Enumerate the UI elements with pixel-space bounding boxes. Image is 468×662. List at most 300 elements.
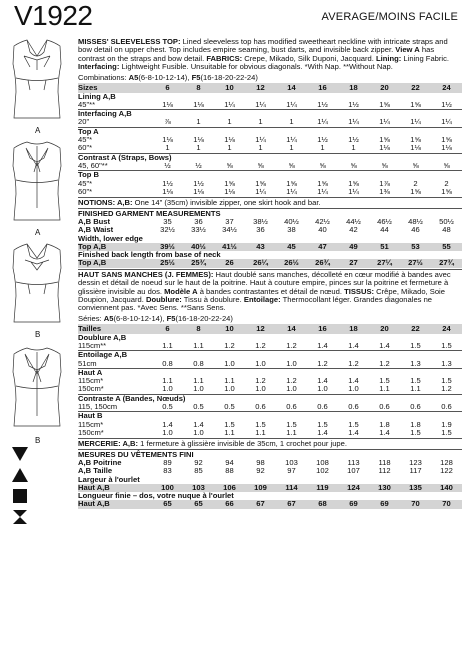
sizes-header-row: [78, 324, 462, 334]
cell-value: 1⅝: [379, 135, 390, 145]
cell-value: 10: [214, 324, 245, 334]
cell-value: 1: [320, 143, 325, 153]
cell-value: 1⅝: [441, 135, 452, 145]
cell-value: 41½: [214, 243, 245, 251]
cell-value: 1¼: [286, 186, 297, 196]
pattern-bowtie-icon: [11, 508, 29, 526]
cell-value: 1: [258, 143, 263, 153]
cell-value: 16: [307, 83, 338, 93]
cell-value: 1⅛: [162, 186, 173, 196]
cell-value: 0.8: [193, 358, 204, 368]
row-label: 60"*: [78, 143, 93, 153]
cell-value: 26: [214, 259, 245, 267]
row-label: 150cm*: [78, 427, 104, 437]
pattern-symbol-icons: [11, 445, 37, 529]
section-heading-row: [78, 476, 462, 484]
section-heading-row: [78, 368, 462, 377]
cell-value: 1.1: [224, 376, 235, 386]
garment-sketches: [0, 34, 76, 444]
cell-value: 37: [225, 216, 234, 226]
cell-value: 1: [289, 143, 294, 153]
cell-value: 39½: [152, 243, 183, 251]
cell-value: 1: [227, 143, 232, 153]
cell-value: 1.0: [255, 384, 266, 394]
cell-value: 1¼: [348, 186, 359, 196]
cell-value: 103: [183, 484, 214, 492]
cell-value: 109: [245, 484, 276, 492]
cell-value: 1⅝: [441, 186, 452, 196]
combo-code-2: F5: [191, 72, 201, 82]
cell-value: 1½: [348, 135, 359, 145]
cell-value: 1¼: [255, 135, 266, 145]
cell-value: 0.6: [410, 402, 421, 411]
cell-value: 25½: [152, 259, 183, 267]
section-heading-row: [78, 93, 462, 101]
cell-value: ½: [164, 160, 171, 170]
row-label: A,B Waist: [78, 225, 114, 235]
yardage-row: [78, 101, 462, 110]
english-notions: [78, 197, 462, 207]
length-row: [78, 500, 462, 508]
section-heading: Largeur à l'ourlet: [78, 474, 140, 484]
cell-value: ⅝: [381, 160, 388, 170]
cell-value: 89: [163, 458, 172, 467]
cell-value: 0.6: [441, 402, 452, 411]
cell-value: 1.0: [193, 384, 204, 394]
section-heading: Contrast A (Straps, Bows): [78, 153, 462, 162]
cell-value: 1.0: [286, 384, 297, 394]
cell-value: 44: [380, 225, 389, 235]
cell-value: 112: [378, 466, 391, 476]
fr-model-a-label: Modèle A: [164, 286, 198, 296]
cell-value: 0.6: [348, 402, 359, 411]
cell-value: 1.1: [162, 340, 173, 350]
cell-value: 1⅛: [162, 99, 173, 109]
cell-value: 12: [245, 324, 276, 334]
cell-value: 35: [163, 216, 172, 226]
row-label: 115cm*: [78, 376, 104, 386]
french-notions: [78, 438, 462, 448]
cell-value: 1.1: [410, 384, 421, 394]
cell-value: 1.0: [317, 384, 328, 394]
cell-value: 1¼: [410, 117, 421, 127]
cell-value: 1: [258, 117, 263, 127]
cell-value: 1.0: [193, 427, 204, 437]
cell-value: 27¾: [431, 259, 462, 267]
length-row: [78, 259, 462, 267]
section-heading-row: [78, 351, 462, 360]
series-code-1: A5: [103, 313, 114, 323]
view-a-label: View A: [395, 45, 420, 55]
cell-value: 14: [276, 324, 307, 334]
cell-value: 16: [307, 324, 338, 334]
cell-value: 1.2: [255, 376, 266, 386]
cell-value: 103: [285, 458, 298, 467]
cell-value: 1.2: [224, 340, 235, 350]
cell-value: 1¼: [317, 117, 328, 127]
yardage-row: [78, 144, 462, 153]
row-label: 45"*: [78, 135, 93, 145]
english-description: [78, 38, 462, 72]
view-a-text: has contrast on the straps and bow detail.: [78, 45, 435, 63]
cell-value: 26¼: [245, 259, 276, 267]
description-title: MISSES' SLEEVELESS TOP:: [78, 37, 181, 46]
cell-value: 1.2: [379, 358, 390, 368]
cell-value: 1¼: [224, 99, 235, 109]
cell-value: 1.0: [348, 384, 359, 394]
cell-value: 1⅛: [224, 135, 235, 145]
cell-value: 1.5: [410, 427, 421, 437]
fabrics-label: FABRICS:: [206, 53, 243, 63]
yardage-row: [78, 403, 462, 412]
fr-notions-text: 1 fermeture à glissière invisible de 35cm, 1 crochet pour jupe.: [138, 439, 347, 449]
cell-value: 0.5: [224, 402, 235, 411]
section-heading-row: [78, 334, 462, 342]
pattern-triangle-down-icon: [11, 445, 29, 463]
cell-value: ⅝: [257, 160, 264, 170]
cell-value: 67: [276, 500, 307, 508]
row-label: 115, 150cm: [78, 402, 118, 411]
pattern-triangle-up-icon: [11, 466, 29, 484]
cell-value: 1⅝: [410, 99, 421, 109]
difficulty-label: AVERAGE/MOINS FACILE: [321, 11, 458, 23]
cell-value: 1⅝: [410, 186, 421, 196]
cell-value: ⅝: [288, 160, 295, 170]
cell-value: 83: [163, 466, 172, 476]
cell-value: 0.6: [317, 402, 328, 411]
cell-value: ⅝: [226, 160, 233, 170]
cell-value: 20: [369, 83, 400, 93]
cell-value: 1.2: [255, 340, 266, 350]
cell-value: 38½: [253, 216, 268, 226]
cell-value: 1.5: [224, 419, 235, 429]
section-heading-row: [78, 412, 462, 421]
yardage-row: [78, 118, 462, 127]
row-label: Top A,B: [78, 243, 152, 251]
cell-value: 1⅛: [162, 135, 173, 145]
cell-value: ½: [195, 160, 202, 170]
cell-value: 1.3: [410, 358, 421, 368]
cell-value: 18: [338, 324, 369, 334]
cell-value: 1.1: [379, 384, 390, 394]
cell-value: 8: [183, 324, 214, 334]
cell-value: 1⅝: [286, 178, 297, 188]
cell-value: 0.6: [286, 402, 297, 411]
cell-value: 94: [225, 458, 234, 467]
series-prefix: Séries:: [78, 313, 104, 323]
cell-value: 1.1: [193, 376, 204, 386]
english-finished-table: [78, 218, 462, 268]
yardage-row: [78, 180, 462, 188]
cell-value: 33½: [191, 225, 206, 235]
cell-value: 1.4: [162, 419, 173, 429]
series-line: [78, 315, 462, 323]
cell-value: 42½: [315, 216, 330, 226]
cell-value: 0.5: [193, 402, 204, 411]
cell-value: 1.5: [441, 376, 452, 386]
cell-value: 68: [307, 500, 338, 508]
cell-value: 2: [413, 178, 418, 188]
cell-value: 69: [369, 500, 400, 508]
cell-value: 1.8: [379, 419, 390, 429]
cell-value: 1.5: [441, 427, 452, 437]
french-finished-title: MESURES DU VÊTEMENTS FINI: [78, 449, 462, 459]
cell-value: ⅞: [164, 117, 171, 127]
french-yardage-table: [78, 324, 462, 437]
cell-value: 1.0: [162, 384, 173, 394]
cell-value: 43: [245, 243, 276, 251]
cell-value: 1⅛: [193, 99, 204, 109]
cell-value: 1⅝: [410, 135, 421, 145]
cell-value: 1.4: [317, 340, 328, 350]
cell-value: 124: [338, 484, 369, 492]
cell-value: 34½: [222, 225, 237, 235]
cell-value: 67: [245, 500, 276, 508]
cell-value: 1.4: [379, 427, 390, 437]
row-label: Haut A,B: [78, 484, 152, 492]
row-label: 45"*: [78, 178, 93, 188]
cell-value: 40½: [284, 216, 299, 226]
cell-value: 8: [183, 83, 214, 93]
cell-value: 1.0: [255, 358, 266, 368]
row-label: Haut A,B: [78, 500, 152, 508]
row-label: Tailles: [78, 324, 152, 334]
cell-value: 1.2: [441, 384, 452, 394]
figure-label-b-1: B: [35, 330, 41, 339]
section-heading-row: [78, 235, 462, 243]
cell-value: 2: [444, 178, 449, 188]
cell-value: 1.5: [286, 419, 297, 429]
cell-value: 1.2: [286, 376, 297, 386]
cell-value: 1.3: [441, 358, 452, 368]
series-sizes-2: (16-18-20-22-24): [175, 313, 233, 323]
cell-value: 1: [351, 143, 356, 153]
yardage-row: [78, 162, 462, 171]
section-heading: Entoilage A,B: [78, 351, 462, 360]
yardage-row: [78, 188, 462, 196]
cell-value: 1½: [317, 135, 328, 145]
sizes-header-row: [78, 83, 462, 93]
yardage-row: [78, 136, 462, 144]
cell-value: 113: [347, 458, 360, 467]
french-description: [78, 269, 462, 313]
cell-value: 1.0: [224, 384, 235, 394]
section-heading: Interfacing A,B: [78, 110, 462, 119]
cell-value: 46: [411, 225, 420, 235]
cell-value: 1⅜: [379, 186, 390, 196]
cell-value: 14: [276, 83, 307, 93]
cell-value: 70: [400, 500, 431, 508]
cell-value: 24: [431, 324, 462, 334]
cell-value: 1½: [441, 99, 452, 109]
pattern-info: [78, 38, 462, 509]
cell-value: ⅝: [412, 160, 419, 170]
cell-value: 1.0: [224, 358, 235, 368]
notions-label: NOTIONS: A,B:: [78, 198, 133, 208]
cell-value: 6: [152, 83, 183, 93]
cell-value: 48½: [408, 216, 423, 226]
fr-doublure-label: Doublure:: [145, 294, 182, 304]
cell-value: 1¼: [255, 99, 266, 109]
cell-value: 1.4: [348, 427, 359, 437]
cell-value: 1.4: [317, 376, 328, 386]
cell-value: 25¾: [183, 259, 214, 267]
cell-value: 1.5: [410, 376, 421, 386]
cell-value: 1¼: [286, 135, 297, 145]
cell-value: 1¼: [348, 117, 359, 127]
cell-value: 20: [369, 324, 400, 334]
cell-value: 12: [245, 83, 276, 93]
cell-value: 1.4: [348, 340, 359, 350]
cell-value: 1¼: [317, 186, 328, 196]
english-finished-title: FINISHED GARMENT MEASUREMENTS: [78, 208, 462, 218]
section-heading: Finished back length from base of neck: [78, 250, 221, 260]
cell-value: 1⅛: [193, 135, 204, 145]
cell-value: 55: [431, 243, 462, 251]
fabrics-text: Crepe, Mikado, Silk Duponi, Jacquard.: [242, 53, 376, 63]
cell-value: 27½: [400, 259, 431, 267]
interfacing-text: Lightweight Fusible. Unsuitable for obvious diagonals. *With Nap. **Without Nap.: [119, 62, 393, 72]
cell-value: ⅝: [443, 160, 450, 170]
cell-value: 1.0: [162, 427, 173, 437]
english-yardage-table: [78, 83, 462, 196]
cell-value: 1.5: [441, 340, 452, 350]
cell-value: 51: [369, 243, 400, 251]
cell-value: 47: [307, 243, 338, 251]
cell-value: 1¼: [255, 186, 266, 196]
cell-value: 53: [400, 243, 431, 251]
combo-sizes-1: (6-8-10-12-14),: [138, 72, 192, 82]
row-label: 45, 60"**: [78, 160, 108, 170]
cell-value: 45: [276, 243, 307, 251]
row-label: 115cm**: [78, 340, 107, 350]
section-heading: Longueur finie – dos, votre nuque à l'ourlet: [78, 491, 234, 501]
fr-doublure-text: Tissu à doublure.: [181, 294, 244, 304]
cell-value: 24: [431, 83, 462, 93]
cell-value: 1⅛: [193, 186, 204, 196]
cell-value: 1.2: [286, 340, 297, 350]
cell-value: 1: [196, 143, 201, 153]
cell-value: 118: [378, 458, 391, 467]
cell-value: 18: [338, 83, 369, 93]
cell-value: 1¼: [286, 99, 297, 109]
row-label: 60"*: [78, 186, 93, 196]
cell-value: 1⅝: [224, 178, 235, 188]
lining-text: Lining Fabric.: [401, 53, 450, 63]
view-b-front-drawing: [13, 244, 61, 322]
row-label: 150cm*: [78, 384, 104, 394]
figure-label-a-1: A: [35, 126, 41, 135]
cell-value: 0.6: [255, 402, 266, 411]
cell-value: 36: [256, 225, 265, 235]
view-a-back-drawing: [13, 142, 61, 220]
cell-value: 1⅛: [410, 143, 421, 153]
combo-sizes-2: (16-18-20-22-24): [200, 72, 258, 82]
cell-value: 98: [256, 458, 265, 467]
row-label: A,B Poitrine: [78, 458, 122, 467]
cell-value: 26¾: [307, 259, 338, 267]
pattern-number: V1922: [14, 0, 93, 31]
cell-value: 1.5: [317, 419, 328, 429]
cell-value: 40½: [183, 243, 214, 251]
cell-value: 0.5: [162, 402, 173, 411]
cell-value: 1.4: [317, 427, 328, 437]
cell-value: 27: [338, 259, 369, 267]
cell-value: 38: [287, 225, 296, 235]
cell-value: 1: [227, 117, 232, 127]
combinations-prefix: Combinations:: [78, 72, 129, 82]
cell-value: 65: [152, 500, 183, 508]
cell-value: 1.2: [317, 358, 328, 368]
cell-value: 1.5: [348, 419, 359, 429]
cell-value: 26½: [276, 259, 307, 267]
cell-value: 44½: [346, 216, 361, 226]
row-label: 51cm: [78, 358, 97, 368]
technical-drawings: [0, 34, 76, 644]
cell-value: ⅝: [350, 160, 357, 170]
cell-value: 1: [165, 143, 170, 153]
fr-entoilage-text: Thermocollant léger. Grandes diagonales ne conviennent pas. *Avec Sens. **Sans Sens.: [78, 294, 433, 313]
cell-value: 1.1: [224, 427, 235, 437]
cell-value: 128: [440, 458, 453, 467]
cell-value: 119: [307, 484, 338, 492]
cell-value: 1⅞: [379, 178, 390, 188]
cell-value: 114: [276, 484, 307, 492]
description-body: Lined sleeveless top has modified sweetheart neckline with intricate straps and bow detail on upper chest. Top includes empire seaming, bust darts, and invisible back zipper.: [78, 37, 448, 55]
cell-value: 1.5: [255, 419, 266, 429]
fr-model-a-text: à bandes contrastantes et détail de nœud.: [197, 286, 345, 296]
cell-value: 27¼: [369, 259, 400, 267]
yardage-row: [78, 429, 462, 437]
fr-tissus-label: TISSUS:: [344, 286, 375, 296]
row-label: 45"**: [78, 99, 96, 109]
cell-value: 85: [194, 466, 203, 476]
cell-value: 0.8: [162, 358, 173, 368]
section-heading-row: [78, 153, 462, 162]
yardage-row: [78, 385, 462, 394]
cell-value: 32½: [160, 225, 175, 235]
cell-value: 1½: [193, 178, 204, 188]
cell-value: 69: [338, 500, 369, 508]
pattern-square-icon: [11, 487, 29, 505]
cell-value: 1.0: [286, 358, 297, 368]
cell-value: 108: [316, 458, 329, 467]
cell-value: 1⅛: [441, 143, 452, 153]
section-heading: Top B: [78, 171, 462, 180]
fr-tissus-text: Crêpe, Mikado, Soie Doupion, Jacquard.: [78, 286, 445, 304]
fr-description-title: HAUT SANS MANCHES (J. FEMMES):: [78, 269, 214, 279]
cell-value: 65: [183, 500, 214, 508]
cell-value: 1: [196, 117, 201, 127]
cell-value: 42: [349, 225, 358, 235]
cell-value: 106: [214, 484, 245, 492]
cell-value: 66: [214, 500, 245, 508]
cell-value: 97: [287, 466, 296, 476]
finished-row: [78, 459, 462, 467]
row-label: A,B Taille: [78, 466, 113, 476]
cell-value: 100: [152, 484, 183, 492]
section-heading: Width, lower edge: [78, 233, 143, 243]
section-heading-row: [78, 171, 462, 180]
series-code-2: F5: [166, 313, 176, 323]
cell-value: 1¼: [441, 117, 452, 127]
cell-value: 130: [369, 484, 400, 492]
lining-label: Lining:: [376, 53, 402, 63]
cell-value: 48: [442, 225, 451, 235]
row-label: A,B Bust: [78, 216, 111, 226]
section-heading-row: [78, 110, 462, 119]
cell-value: 1.5: [379, 376, 390, 386]
